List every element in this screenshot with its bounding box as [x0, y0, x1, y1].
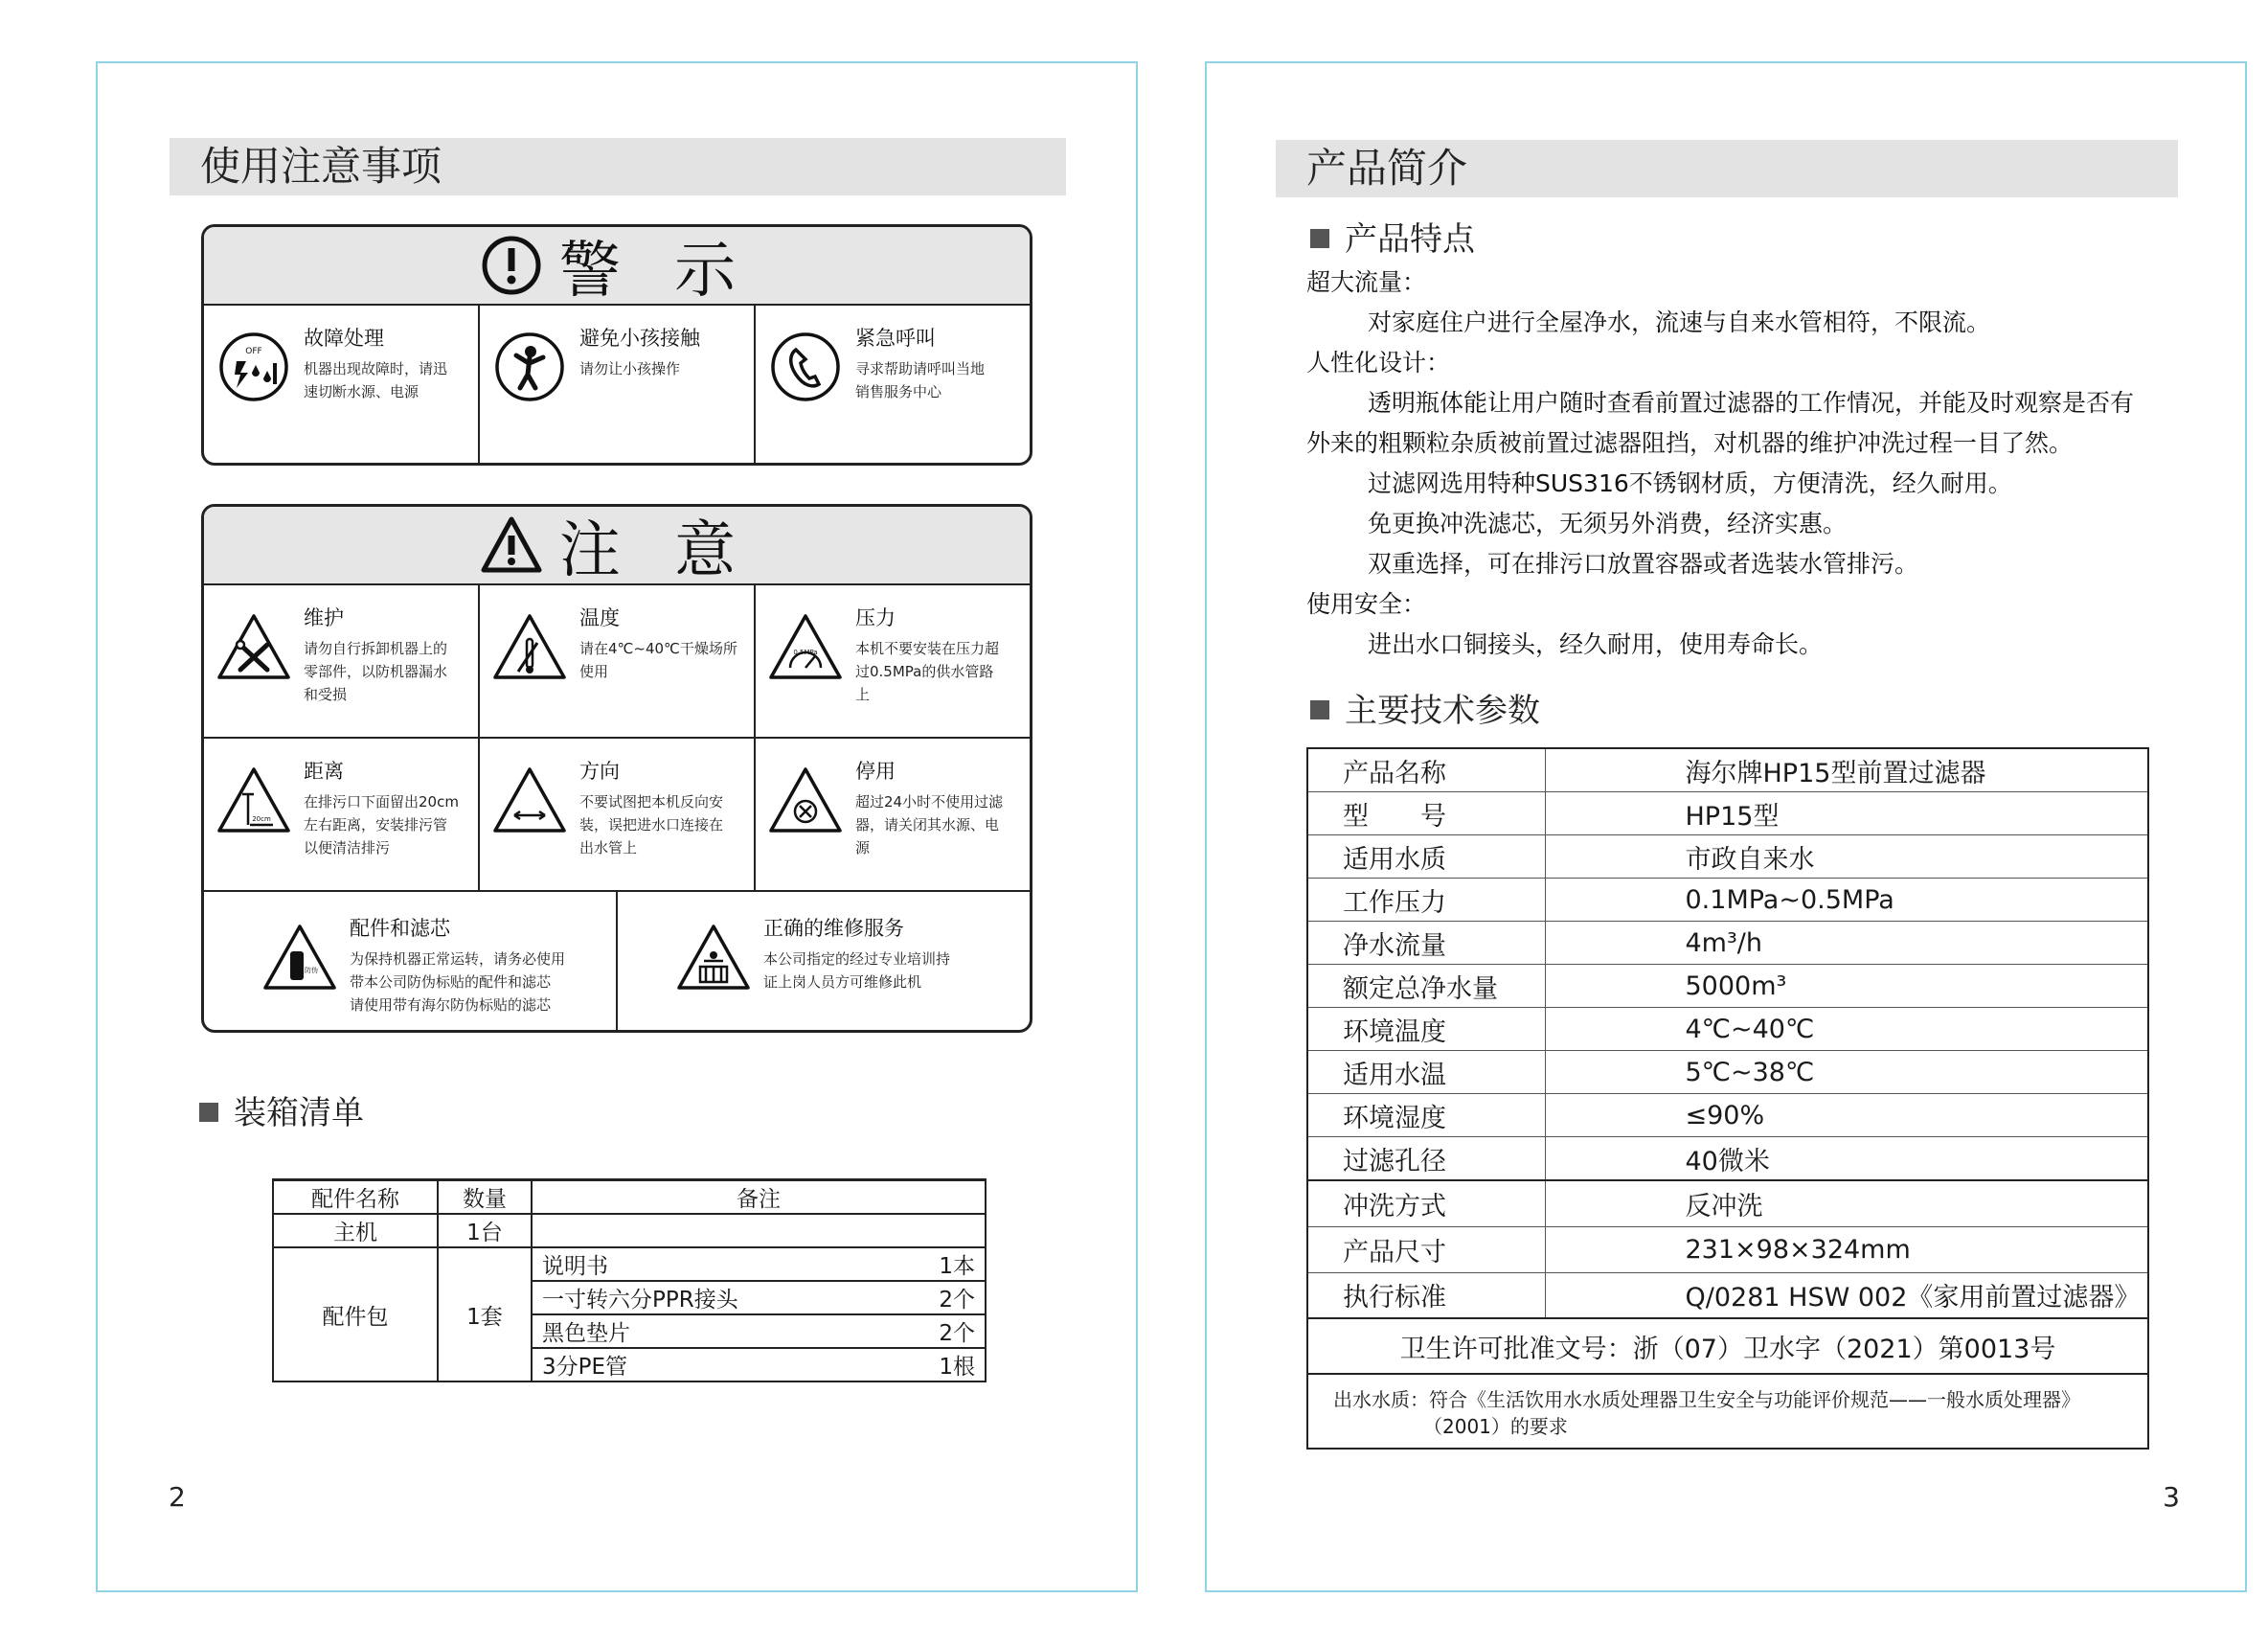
tools-triangle-icon: [215, 608, 292, 685]
notice-cell: [756, 585, 1030, 737]
notice-desc: [304, 790, 459, 859]
page-number: 3: [2163, 1481, 2180, 1513]
spec-value: Q/0281 HSW 002《家用前置过滤器》: [1545, 1272, 2148, 1318]
kit-item-name: 3分PE管: [532, 1348, 889, 1381]
spec-table: [1306, 747, 2149, 1450]
spec-key: 产品名称: [1307, 748, 1545, 792]
feature-line: 双重选择，可在排污口放置容器或者选装水管排污。: [1368, 550, 1919, 578]
notice-title: 温度: [579, 606, 620, 629]
notice-title: 配件和滤芯: [350, 917, 450, 940]
thermometer-triangle-icon: [491, 608, 568, 685]
spec-value: 4℃~40℃: [1545, 1008, 2148, 1051]
icon-text: 0.5MPa: [793, 649, 818, 656]
spec-value: ≤90%: [1545, 1094, 2148, 1137]
spec-value: HP15型: [1545, 792, 2148, 835]
notice-desc-line: 以便清洁排污: [304, 839, 391, 856]
warning-title: 警 示: [558, 236, 754, 307]
spec-key: 产品尺寸: [1307, 1226, 1545, 1272]
notice-desc-line: 请勿自行拆卸机器上的: [304, 640, 448, 657]
notice-cell: [480, 739, 756, 890]
filter-triangle-icon: [261, 919, 338, 995]
features-heading: 产品特点: [1310, 213, 1475, 260]
notice-desc-line: 超过24小时不使用过滤: [855, 793, 1004, 811]
spec-row: [1307, 1180, 2148, 1226]
spec-key: 工作压力: [1307, 879, 1545, 922]
spec-value: 5℃~38℃: [1545, 1051, 2148, 1094]
warning-box: [201, 224, 1032, 466]
notice-desc: [855, 357, 985, 403]
pressure-gauge-triangle-icon: [767, 608, 844, 685]
spec-row: [1307, 965, 2148, 1008]
spec-value: 231×98×324mm: [1545, 1226, 2148, 1272]
notice-cell: [480, 306, 756, 465]
warning-row: [204, 306, 1030, 465]
notice-desc: [304, 357, 447, 403]
spec-row: [1307, 1137, 2148, 1181]
notice-desc-line: 装，误把进水口连接在: [579, 816, 724, 833]
spec-value: 40微米: [1545, 1137, 2148, 1181]
spec-key: 适用水质: [1307, 835, 1545, 879]
kit-item-name: 一寸转六分PPR接头: [532, 1281, 889, 1314]
spec-key: 额定总净水量: [1307, 965, 1545, 1008]
notice-title: 距离: [304, 760, 344, 783]
notice-title: 故障处理: [304, 327, 384, 350]
feature-line: 透明瓶体能让用户随时查看前置过滤器的工作情况，并能及时观察是否有: [1368, 389, 2135, 417]
notice-desc: [579, 357, 700, 380]
license-number: 卫生许可批准文号：浙（07）卫水字（2021）第0013号: [1307, 1318, 2148, 1374]
spec-row: [1307, 748, 2148, 792]
notice-cell: [204, 585, 480, 737]
kit-item-qty: 2个: [889, 1281, 986, 1314]
spec-row: [1307, 1226, 2148, 1272]
notice-desc: [855, 637, 999, 706]
notice-desc-line: 寻求帮助请呼叫当地: [855, 360, 986, 377]
kit-item-qty: 1根: [889, 1348, 986, 1381]
packing-main-remark: [532, 1214, 986, 1247]
spec-value: 5000m³: [1545, 965, 2148, 1008]
notice-desc-line: 不要试图把本机反向安: [579, 793, 724, 811]
notice-desc-line: 本机不要安装在压力超: [855, 640, 1000, 657]
square-bullet-icon: [199, 1103, 218, 1122]
spec-row: [1307, 922, 2148, 965]
notice-desc-line: 使用: [579, 663, 609, 680]
notice-desc-line: 上: [855, 686, 871, 703]
spec-row: [1307, 1051, 2148, 1094]
notice-desc-line: 过0.5MPa的供水管路: [855, 663, 994, 680]
square-bullet-icon: [1310, 229, 1329, 248]
spec-key: 冲洗方式: [1307, 1180, 1545, 1226]
spec-row: [1307, 792, 2148, 835]
feature-line: 超大流量：: [1306, 268, 1427, 296]
caution-row: [204, 585, 1030, 739]
packing-header-qty: 数量: [438, 1180, 532, 1215]
packing-list-heading: 装箱清单: [199, 1086, 364, 1133]
icon-text: OFF: [245, 347, 262, 356]
packing-kit-qty: 1套: [438, 1247, 532, 1381]
notice-desc-line: 速切断水源、电源: [304, 383, 420, 400]
notice-desc: [855, 790, 1003, 859]
service-triangle-icon: [675, 919, 752, 995]
notice-title: 正确的维修服务: [763, 917, 904, 940]
notice-title: 停用: [855, 760, 896, 783]
feature-line: 对家庭住户进行全屋净水，流速与自来水管相符，不限流。: [1368, 308, 1991, 336]
kit-item-name: 黑色垫片: [532, 1314, 889, 1348]
packing-list-table: [272, 1178, 987, 1382]
notice-cell: [480, 585, 756, 737]
notice-cell: [618, 892, 1030, 1033]
notice-desc-line: 左右距离，安装排污管: [304, 816, 448, 833]
notice-desc-line: 请在4℃~40℃干燥场所: [579, 640, 737, 657]
spec-value: 反冲洗: [1545, 1180, 2148, 1226]
stop-triangle-icon: [767, 762, 844, 838]
notice-desc-line: 带本公司防伪标贴的配件和滤芯: [350, 973, 552, 991]
packing-main-qty: 1台: [438, 1214, 532, 1247]
notice-desc-line: 请勿让小孩操作: [579, 360, 681, 377]
spec-row: [1307, 1272, 2148, 1318]
notice-desc-line: 和受损: [304, 686, 348, 703]
water-quality-note: 出水水质：符合《生活饮用水水质处理器卫生安全与功能评价规范——一般水质处理器》 （2001）的要求: [1307, 1374, 2148, 1449]
caution-grid: [204, 585, 1030, 1033]
notice-desc-line: 出水管上: [579, 839, 638, 856]
features-text: [1306, 263, 2188, 665]
notice-desc-line: 本公司指定的经过专业培训持: [763, 950, 951, 968]
spec-key: 环境温度: [1307, 1008, 1545, 1051]
notice-title: 压力: [855, 606, 896, 629]
exclamation-circle-icon: [481, 235, 542, 296]
kit-item-qty: 1本: [889, 1247, 986, 1281]
notice-desc-line: 证上岗人员方可维修此机: [763, 973, 922, 991]
section-title-product-intro: 产品简介: [1276, 140, 2178, 197]
icon-text: 防伪: [305, 967, 318, 974]
packing-header-name: 配件名称: [273, 1180, 438, 1215]
square-bullet-icon: [1310, 700, 1329, 719]
warning-header: [204, 227, 1030, 306]
packing-main-name: 主机: [273, 1214, 438, 1247]
notice-desc-line: 为保持机器正常运转，请务必使用: [350, 950, 566, 968]
kit-item-qty: 2个: [889, 1314, 986, 1348]
spec-key: 净水流量: [1307, 922, 1545, 965]
spec-row: [1307, 1094, 2148, 1137]
spec-key: 执行标准: [1307, 1272, 1545, 1318]
notice-title: 紧急呼叫: [855, 327, 936, 350]
notice-title: 方向: [579, 760, 620, 783]
spec-key: 型 号: [1307, 792, 1545, 835]
feature-line: 免更换冲洗滤芯，无须另外消费，经济实惠。: [1368, 510, 1848, 537]
spec-row: [1307, 1008, 2148, 1051]
notice-cell: [204, 892, 618, 1033]
notice-desc-line: 请使用带有海尔防伪标贴的滤芯: [350, 996, 552, 1014]
notice-cell: [204, 739, 480, 890]
caution-row: [204, 739, 1030, 892]
icon-text: 20cm: [252, 815, 271, 823]
notice-cell: [756, 739, 1030, 890]
packing-header-remark: 备注: [532, 1180, 986, 1215]
feature-line: 进出水口铜接头，经久耐用，使用寿命长。: [1368, 630, 1824, 658]
notice-desc: [579, 637, 737, 683]
notice-title: 避免小孩接触: [579, 327, 700, 350]
notice-desc: [579, 790, 723, 859]
notice-title: 维护: [304, 606, 344, 629]
spec-value: 市政自来水: [1545, 835, 2148, 879]
spec-value: 4m³/h: [1545, 922, 2148, 965]
spec-key: 环境湿度: [1307, 1094, 1545, 1137]
caution-box: [201, 504, 1032, 1033]
distance-triangle-icon: [215, 762, 292, 838]
direction-triangle-icon: [491, 762, 568, 838]
feature-line: 人性化设计：: [1306, 349, 1451, 377]
spec-key: 过滤孔径: [1307, 1137, 1545, 1181]
spec-value: 0.1MPa~0.5MPa: [1545, 879, 2148, 922]
notice-desc-line: 零部件，以防机器漏水: [304, 663, 448, 680]
spec-value: 海尔牌HP15型前置过滤器: [1545, 748, 2148, 792]
notice-desc-line: 销售服务中心: [855, 383, 942, 400]
caution-row: [204, 892, 1030, 1033]
feature-line: 外来的粗颗粒杂质被前置过滤器阻挡，对机器的维护冲洗过程一目了然。: [1306, 429, 2074, 457]
notice-cell: [204, 306, 480, 465]
feature-line: 使用安全：: [1306, 590, 1427, 618]
notice-cell: [756, 306, 1030, 465]
notice-desc-line: 源: [855, 839, 871, 856]
page-right: [1205, 61, 2247, 1592]
notice-desc-line: 器，请关闭其水源、电: [855, 816, 1000, 833]
phone-icon: [767, 329, 844, 405]
specs-heading: 主要技术参数: [1310, 684, 1540, 731]
packing-kit-name: 配件包: [273, 1247, 438, 1381]
page-left: [96, 61, 1138, 1592]
kit-item-name: 说明书: [532, 1247, 889, 1281]
child-icon: [491, 329, 568, 405]
off-lightning-icon: [215, 329, 292, 405]
warning-triangle-icon: [481, 514, 542, 576]
spec-key: 适用水温: [1307, 1051, 1545, 1094]
feature-line: 过滤网选用特种SUS316不锈钢材质，方便清洗，经久耐用。: [1368, 469, 2012, 497]
spec-row: [1307, 835, 2148, 879]
caution-title: 注 意: [558, 515, 754, 586]
notice-desc: [350, 948, 565, 1016]
notice-desc: [304, 637, 447, 706]
spec-row: [1307, 879, 2148, 922]
caution-header: [204, 507, 1030, 585]
notice-desc-line: 机器出现故障时，请迅: [304, 360, 448, 377]
page-number: 2: [169, 1481, 186, 1513]
notice-desc: [763, 948, 950, 993]
section-title-usage-notes: 使用注意事项: [170, 138, 1066, 195]
notice-desc-line: 在排污口下面留出20cm: [304, 793, 459, 811]
